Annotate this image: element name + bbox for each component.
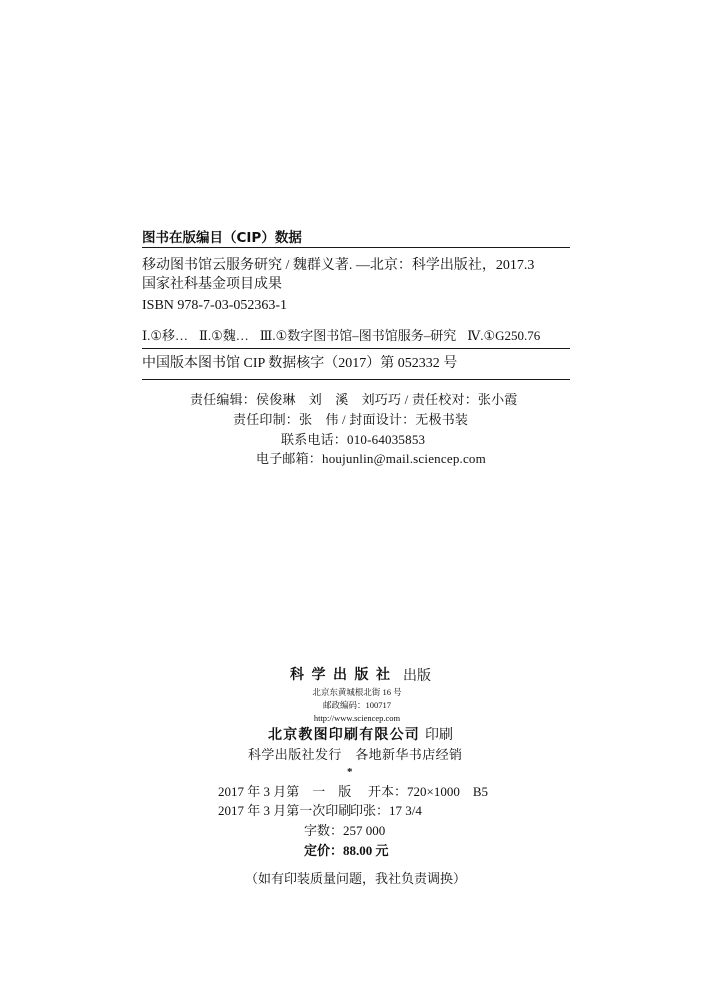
cip-middle-rule	[142, 348, 570, 349]
cip-class-4: Ⅳ.①G250.76	[467, 328, 541, 343]
cip-class-1: Ⅰ.①移…	[142, 328, 189, 343]
publisher-address: 北京东黄城根北街 16 号	[312, 687, 402, 697]
credits-phone: 联系电话：010-64035853	[281, 432, 426, 447]
cip-top-rule	[142, 247, 570, 248]
cip-class-2: Ⅱ.①魏…	[199, 328, 249, 343]
publisher-name: 科 学 出 版 社	[290, 668, 392, 683]
credits-editors: 责任编辑：侯俊琳 刘 溪 刘巧巧 / 责任校对：张小霞	[190, 392, 518, 407]
cip-classification	[142, 329, 540, 342]
printer-name: 北京教图印刷有限公司	[268, 728, 420, 743]
cip-isbn-line: ISBN 978-7-03-052363-1	[142, 298, 288, 313]
edition-line: 2017 年 3 月第 一 版	[218, 784, 352, 799]
cip-bottom-rule	[142, 379, 570, 380]
printing-line: 2017 年 3 月第一次印刷	[218, 803, 352, 818]
publisher-url: http://www.sciencep.com	[313, 713, 401, 723]
cip-series-line: 国家社科基金项目成果	[142, 277, 282, 292]
cip-class-3: Ⅲ.①数字图书馆–图书馆服务–研究	[259, 328, 457, 343]
sheets-line: 印张：17 3/4	[350, 803, 422, 818]
publisher-action: 出版	[403, 669, 431, 684]
price: 定价：88.00 元	[304, 843, 389, 858]
cip-title-line: 移动图书馆云服务研究 / 魏群义著. —北京：科学出版社，2017.3	[142, 258, 535, 273]
quality-notice: （如有印装质量问题，我社负责调换）	[245, 871, 467, 886]
printer-action: 印刷	[425, 728, 453, 743]
cip-number: 中国版本图书馆 CIP 数据核字（2017）第 052332 号	[142, 356, 458, 371]
separator-star: *	[347, 766, 353, 778]
credits-production: 责任印制：张 伟 / 封面设计：无极书装	[233, 412, 469, 427]
cip-heading: 图书在版编目（CIP）数据	[142, 230, 302, 246]
word-count: 字数：257 000	[304, 823, 386, 838]
distribution-line: 科学出版社发行 各地新华书店经销	[248, 747, 463, 762]
credits-email: 电子邮箱：houjunlin@mail.sciencep.com	[256, 451, 486, 466]
publisher-postcode: 邮政编码：100717	[322, 700, 391, 710]
format-line: 开本：720×1000 B5	[368, 784, 489, 799]
